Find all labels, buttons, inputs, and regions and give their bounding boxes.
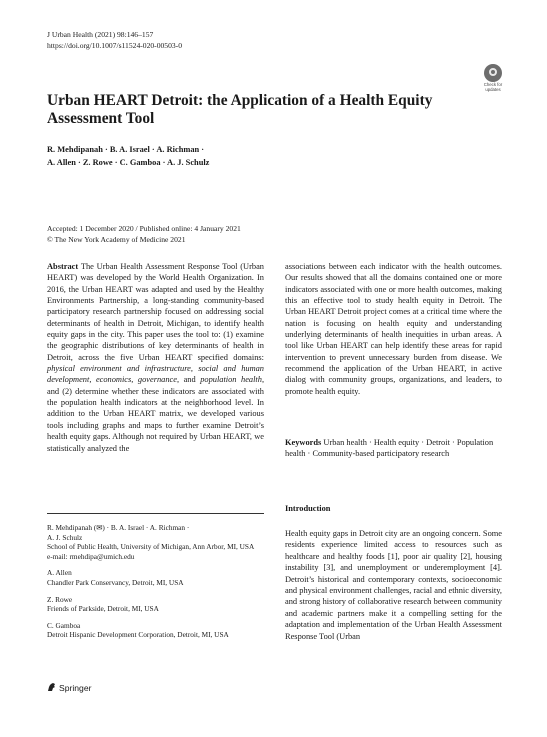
- accepted-date: Accepted: 1 December 2020 / Published online: 4 January 2021: [47, 224, 241, 233]
- affiliations: [47, 523, 267, 640]
- affil-1-authors-2: A. J. Schulz: [47, 532, 83, 542]
- keywords-label: Keywords: [285, 438, 322, 447]
- author-list: [47, 144, 367, 169]
- affil-4-author: C. Gamboa: [47, 620, 81, 630]
- journal-header: [47, 30, 182, 51]
- author-line-2: A. Allen · Z. Rowe · C. Gamboa · A. J. Schulz: [47, 157, 210, 167]
- abstract-column-right: associations between each indicator with the health outcomes. Our results showed that all the domains contained one or more indicators associated with one or more health outcomes, making this an effective tool to study health equity in Detroit. The Urban HEART Detroit project comes at a critical time where the nation is focusing on health equity and understanding underlying determinants of health inequities in urban areas. A tool like Urban HEART can help identify these areas for rapid intervention to prevent unnecessary burden from disease. We recommend the application of the Urban HEART, in active dialog with community groups, organizations, and leaders, to promote health equity.: [285, 262, 502, 396]
- publisher-logo: [47, 682, 91, 693]
- check-for-updates-badge[interactable]: [480, 64, 506, 92]
- publisher-name: Springer: [59, 683, 92, 693]
- domain-population-health: population health: [200, 375, 262, 385]
- domain-social: social and human development: [47, 364, 264, 385]
- domain-economics: economics: [95, 375, 132, 385]
- affil-2-institution: Chandler Park Conservancy, Detroit, MI, USA: [47, 577, 184, 587]
- domain-physical: physical environment and infrastructure: [47, 364, 191, 374]
- abstract-text-1: The Urban Health Assessment Response Tool (Urban HEART) was developed by the World Health Organization. In 2016, the Urban HEART was adapted and used by the Healthy Environments Partnership, a long-standing community-based participatory research partnership focused on addressing social determinants of health in Detroit, Michigan, to identify health equity gaps in the city. This paper uses the tool to: (1) examine the geographic distributions of key determinants of health in Detroit, across the five Urban HEART specified domains:: [47, 262, 264, 362]
- affil-3-institution: Friends of Parkside, Detroit, MI, USA: [47, 604, 159, 614]
- affil-4-institution: Detroit Hispanic Development Corporation, Detroit, MI, USA: [47, 630, 229, 640]
- introduction-text: Health equity gaps in Detroit city are an ongoing concern. Some residents experience limited access to resources such as healthcare and healthy foods [1], poor air quality [2], housing instability [3], and unemployment or underemployment [4]. Detroit’s historical and contemporary contexts, socioeconomic and physical environment challenges, racial and ethnic diversity, and strong history of collaborative research between community and academic partners make it a compelling setting for the adaptation and implementation of the Urban Health Assessment Response Tool (Urban: [285, 529, 502, 641]
- affil-1-email[interactable]: e-mail: rmehdipa@umich.edu: [47, 551, 135, 561]
- affil-1-authors-1: R. Mehdipanah (✉) · B. A. Israel · A. Richman ·: [47, 523, 190, 532]
- abstract-column-left: Abstract The Urban Health Assessment Response Tool (Urban HEART) was developed by the World Health Organization. In 2016, the Urban HEART was adapted and used by the Healthy Environments Partnership, a long-standing community-based participatory research partnership focused on addressing social determinants of health in Detroit, Michigan, to identify health equity gaps in the city. This paper uses the tool to: (1) examine the geographic distributions of key determinants of health in Detroit, across the five Urban HEART specified domains: physical environment and infrastructure, social and human development, economics, governance, and population health, and (2) determine whether these indicators are associated with the population health indicators at the neighborhood level. In addition to the Urban HEART matrix, we developed various tools including graphs and maps to further examine Detroit’s health equity gaps. Although not required by Urban HEART, we statistically analyzed the: [47, 262, 265, 453]
- abstract-label: Abstract: [47, 262, 79, 271]
- keywords: [285, 437, 502, 460]
- copyright-line: © The New York Academy of Medicine 2021: [47, 234, 186, 244]
- affil-3-author: Z. Rowe: [47, 594, 73, 604]
- journal-citation: J Urban Health (2021) 98:146–157: [47, 30, 154, 39]
- abstract-text-2: , and (2) determine whether these indicators are associated with the population health indicators at the neighborhood level. In addition to the Urban HEART matrix, we developed various tools including graphs and maps to further examine Detroit’s health equity gaps. Although not required by Urban HEART, we statistically analyzed the: [47, 375, 265, 453]
- check-for-updates-icon: [484, 64, 502, 82]
- doi-link[interactable]: https://doi.org/10.1007/s11524-020-00503-0: [47, 40, 183, 50]
- badge-label-2: updates: [485, 86, 501, 92]
- footnote-divider: [47, 513, 264, 514]
- affil-1-institution: School of Public Health, University of Michigan, Ann Arbor, MI, USA: [47, 542, 255, 552]
- publication-dates: [47, 224, 241, 245]
- springer-horse-icon: [47, 682, 57, 692]
- keywords-text: Urban health · Health equity · Detroit · Population health · Community-based participatory research: [285, 438, 494, 459]
- introduction-heading: Introduction: [285, 504, 331, 513]
- badge-label-1: Check for: [483, 82, 503, 87]
- affil-2-author: A. Allen: [47, 568, 72, 578]
- domain-governance: governance: [137, 375, 177, 385]
- article-title: Urban HEART Detroit: the Application of a Health Equity Assessment Tool: [47, 92, 433, 127]
- author-line-1: R. Mehdipanah · B. A. Israel · A. Richman ·: [47, 145, 205, 154]
